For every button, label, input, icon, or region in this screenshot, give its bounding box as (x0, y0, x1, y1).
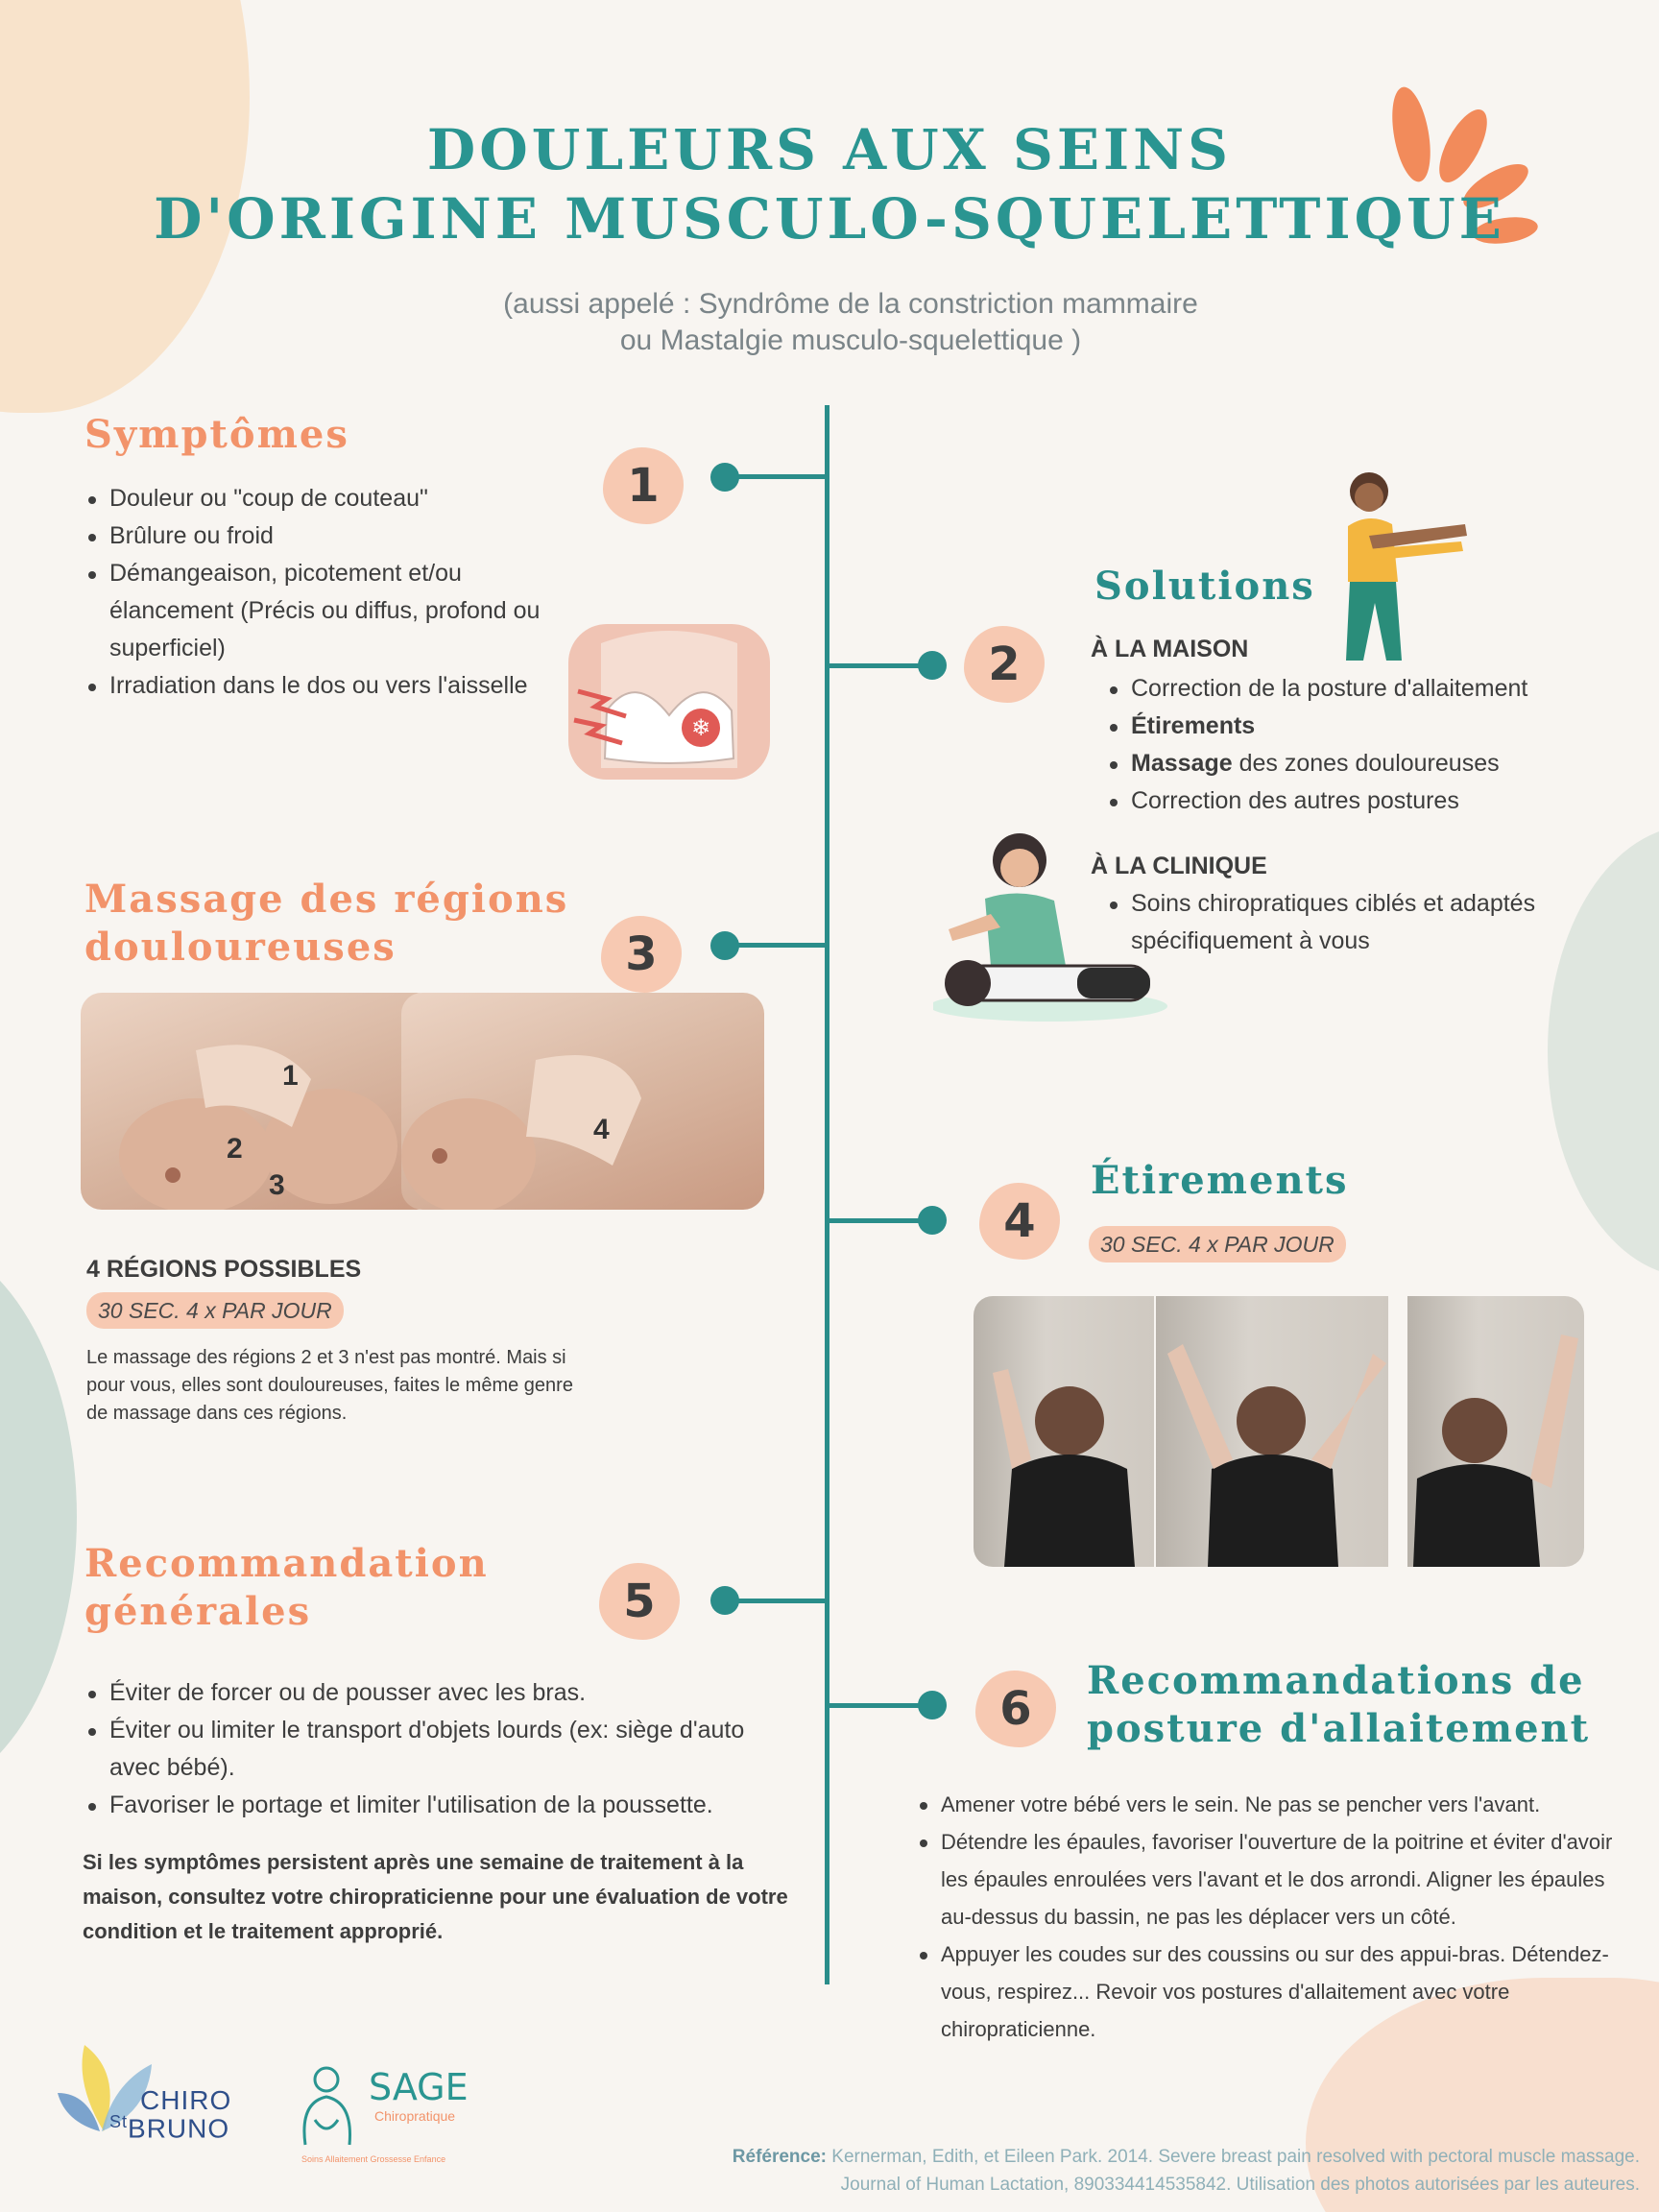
title-line-1: DOULEURS AUX SEINS (426, 117, 1233, 182)
list-item: Détendre les épaules, favoriser l'ouverture de la poitrine et éviter d'avoir les épaules enroulées vers l'avant et le dos arrondi. Aligner les épaules au-dessus du bassin, ne pas les déplacer vers un côté. (916, 1823, 1626, 1936)
timeline-dot-3 (710, 931, 739, 960)
reference-text-2: Journal of Human Lactation, 890334414535842. Utilisation des photos autorisées par les auteures. (840, 2175, 1640, 2195)
solutions-clinique-label: À LA CLINIQUE (1091, 853, 1267, 879)
recommandations-warning: Si les symptômes persistent après une semaine de traitement à la maison, consultez votre chiropraticienne pour une évaluation de votre condition et le traitement approprié. (83, 1850, 788, 1943)
bold-text: Massage (1131, 750, 1233, 777)
list-item: Éviter de forcer ou de pousser avec les bras. (84, 1674, 795, 1712)
massage-note: Le massage des régions 2 et 3 n'est pas montré. Mais si pour vous, elles sont douloureuses, faites le même genre de massage dans ces régions. (86, 1347, 573, 1424)
timeline-dot-5 (710, 1586, 739, 1615)
stretch-photo-2 (1156, 1296, 1388, 1567)
list-item-text: des zones douloureuses (1232, 750, 1500, 777)
solutions-clinique-list (1106, 885, 1605, 960)
list-item: Douleur ou "coup de couteau" (84, 480, 565, 517)
list-item: Éviter ou limiter le transport d'objets lourds (ex: siège d'auto avec bébé). (84, 1712, 795, 1787)
timeline-dot-4 (918, 1206, 947, 1235)
bold-text: Étirements (1131, 712, 1256, 739)
svg-text:❄: ❄ (690, 714, 711, 741)
list-item: Amener votre bébé vers le sein. Ne pas se pencher vers l'avant. (916, 1786, 1626, 1823)
chiro-logo-line-1: CHIRO (140, 2085, 232, 2115)
timeline-dot-6 (918, 1691, 947, 1719)
sage-logo-sub: Chiropratique (374, 2108, 456, 2124)
page-title (0, 115, 1659, 253)
massage-region-label-3: 3 (269, 1169, 285, 1201)
chiro-logo-line-2 (109, 2112, 229, 2144)
timeline-connector-1 (724, 474, 828, 479)
etirements-frequency-pill: 30 SEC. 4 x PAR JOUR (1089, 1226, 1346, 1262)
step-number-1: 1 (603, 447, 684, 524)
chiro-logo-st: St (109, 2112, 129, 2131)
list-item: Démangeaison, picotement et/ou élancement (Précis ou diffus, profond ou superficiel) (84, 555, 565, 667)
symptomes-title: Symptômes (84, 412, 349, 457)
solutions-maison-list (1106, 670, 1644, 820)
timeline-dot-1 (710, 463, 739, 492)
sage-logo-name: SAGE (369, 2066, 469, 2108)
stretch-photo-1 (974, 1296, 1154, 1567)
list-item (1106, 745, 1644, 782)
recommandations-title-line-1: Recommandation (84, 1541, 489, 1586)
timeline-connector-3 (724, 943, 828, 948)
list-item (1106, 708, 1644, 745)
massage-title-line-1: Massage des régions (84, 877, 569, 922)
step-number-2: 2 (964, 626, 1045, 703)
step-number-5: 5 (599, 1563, 680, 1640)
step-number-4: 4 (979, 1183, 1060, 1260)
step-number-6: 6 (975, 1671, 1056, 1747)
list-item: Correction de la posture d'allaitement (1106, 670, 1644, 708)
massage-title (84, 876, 568, 972)
etirements-title: Étirements (1091, 1158, 1349, 1203)
timeline-spine (825, 405, 830, 1984)
massage-frequency-pill: 30 SEC. 4 x PAR JOUR (86, 1292, 344, 1329)
allaitement-title (1087, 1657, 1590, 1753)
title-line-2: D'ORIGINE MUSCULO-SQUELETTIQUE (154, 186, 1505, 252)
allaitement-title-line-2: posture d'allaitement (1087, 1706, 1591, 1751)
reference-line-1 (733, 2143, 1640, 2171)
reference-note (733, 2143, 1640, 2199)
sage-logo (300, 2064, 492, 2170)
solutions-title: Solutions (1094, 564, 1315, 609)
list-item: Correction des autres postures (1106, 782, 1644, 820)
list-item: Irradiation dans le dos ou vers l'aisselle (84, 667, 565, 705)
stretch-photo-3 (1407, 1296, 1584, 1567)
list-item: Brûlure ou froid (84, 517, 565, 555)
massage-region-label-4: 4 (593, 1114, 610, 1145)
list-item: Favoriser le portage et limiter l'utilisation de la poussette. (84, 1787, 795, 1824)
breast-pain-illustration (568, 624, 770, 780)
allaitement-list (916, 1786, 1626, 2048)
chiro-st-bruno-logo (56, 2035, 257, 2144)
subtitle-line-2: ou Mastalgie musculo-squelettique ) (619, 325, 1082, 356)
step-number-3: 3 (601, 916, 682, 993)
recommandations-list (84, 1674, 795, 1824)
list-item: Soins chiropratiques ciblés et adaptés spécifiquement à vous (1106, 885, 1605, 960)
sage-logo-tagline: Soins Allaitement Grossesse Enfance (301, 2154, 446, 2164)
mother-baby-logo-icon (300, 2064, 355, 2147)
massage-regions-label: 4 RÉGIONS POSSIBLES (86, 1256, 362, 1283)
recommandations-title (84, 1540, 489, 1636)
timeline-connector-5 (724, 1599, 828, 1603)
page-subtitle (0, 286, 1659, 359)
reference-text-1: Kernerman, Edith, et Eileen Park. 2014. Severe breast pain resolved with pectoral muscle massage. (827, 2147, 1640, 2167)
allaitement-title-line-1: Recommandations de (1087, 1658, 1585, 1703)
subtitle-line-1: (aussi appelé : Syndrôme de la constriction mammaire (503, 288, 1198, 320)
reference-label: Référence: (732, 2147, 827, 2167)
solutions-maison-label: À LA MAISON (1091, 636, 1249, 662)
massage-title-line-2: douloureuses (84, 925, 397, 970)
massage-photo-right (401, 993, 764, 1210)
list-item: Appuyer les coudes sur des coussins ou sur des appui-bras. Détendez-vous, respirez... Revoir vos postures d'allaitement avec votre chiropraticienne. (916, 1936, 1626, 2048)
chiro-logo-bruno: BRUNO (128, 2113, 230, 2144)
massage-photo-left (81, 993, 438, 1210)
massage-region-label-1: 1 (282, 1060, 299, 1092)
recommandations-title-line-2: générales (84, 1589, 312, 1634)
stretching-woman-illustration (1321, 469, 1484, 665)
timeline-dot-2 (918, 651, 947, 680)
decor-blob-left-green (0, 1238, 77, 1795)
symptomes-list (84, 480, 565, 705)
massage-region-label-2: 2 (227, 1133, 243, 1165)
